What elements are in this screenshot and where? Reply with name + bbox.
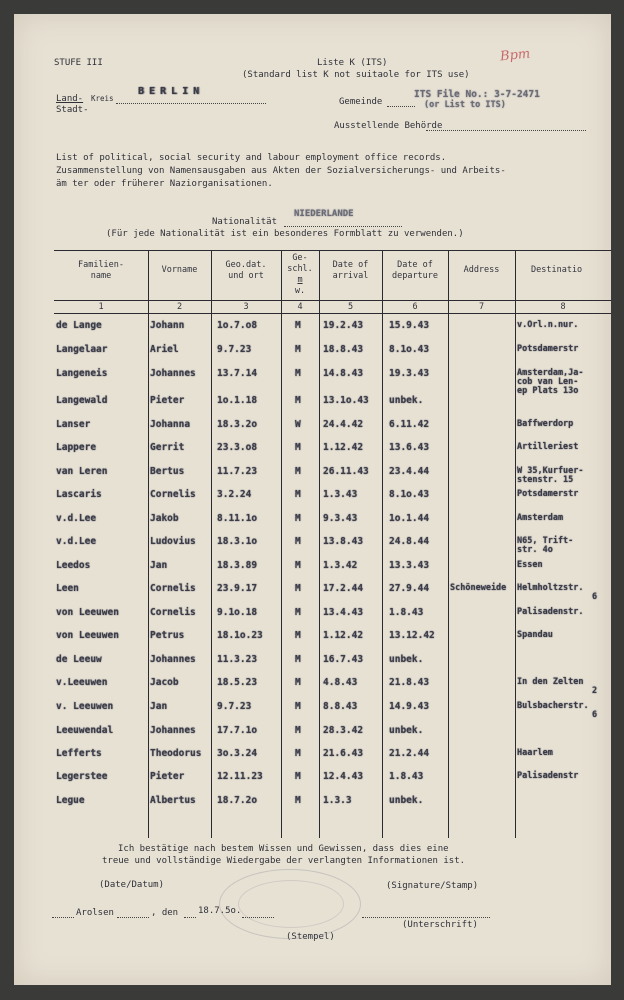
destination-cell: Spandau: [517, 630, 553, 640]
column-header: [281, 253, 319, 297]
signature-dotted-line: [362, 917, 490, 918]
firstname-cell: Pieter: [150, 771, 185, 782]
surname-cell: v.d.Lee: [56, 536, 97, 547]
gemeinde-dotted-line: [387, 106, 415, 107]
place-value: Arolsen: [76, 908, 114, 918]
surname-cell: Lanser: [56, 419, 91, 430]
surname-cell: Langewald: [56, 395, 108, 406]
sex-cell: M: [295, 701, 301, 712]
column-number: 6: [412, 302, 418, 312]
destination-cell: v.Orl.n.nur.: [517, 320, 579, 330]
destination-cell: N65, Trift-: [517, 536, 574, 546]
column-header-line: Date of: [397, 260, 433, 270]
birthdate-cell: 18.7.2o: [217, 795, 258, 806]
arrival-cell: 1.3.42: [323, 560, 358, 571]
arrival-cell: 28.3.42: [323, 725, 364, 736]
surname-cell: Lascaris: [56, 489, 102, 500]
departure-cell: 1o.1.44: [389, 513, 430, 524]
column-divider: [515, 250, 516, 838]
arrival-cell: 12.4.43: [323, 771, 364, 782]
firstname-cell: Ludovius: [150, 536, 196, 547]
firstname-cell: Petrus: [150, 630, 185, 641]
firstname-cell: Cornelis: [150, 489, 196, 500]
surname-cell: von Leeuwen: [56, 607, 119, 618]
departure-cell: 13.3.43: [389, 560, 430, 571]
firstname-cell: Theodorus: [150, 748, 202, 759]
column-divider: [382, 250, 383, 838]
destination-cell: Potsdamerstr: [517, 344, 579, 354]
column-number: 2: [176, 302, 183, 312]
destination-cell: Amsterdam: [517, 513, 564, 523]
departure-cell: unbek.: [389, 795, 424, 806]
arrival-cell: 13.1o.43: [323, 395, 369, 406]
departure-cell: 1.8.43: [389, 607, 424, 618]
firstname-cell: Cornelis: [150, 607, 196, 618]
surname-cell: v. Leeuwen: [56, 701, 114, 712]
destination-cell: stenstr. 15: [517, 475, 574, 485]
table-header-border: [54, 300, 611, 301]
departure-cell: 1.8.43: [389, 771, 424, 782]
sex-cell: M: [295, 795, 301, 806]
sex-cell: W: [295, 419, 301, 430]
city-value: BERLIN: [138, 86, 205, 97]
arrival-cell: 13.8.43: [323, 536, 364, 547]
departure-cell: 19.3.43: [389, 368, 430, 379]
surname-cell: Legue: [56, 795, 85, 806]
departure-cell: 21.8.43: [389, 677, 430, 688]
birthdate-cell: 11.7.23: [217, 466, 258, 477]
stadt-label: Stadt-: [56, 105, 89, 115]
date-label: (Date/Datum): [99, 880, 165, 890]
surname-cell: Legerstee: [56, 771, 108, 782]
destination-cell: cob van Len-: [517, 377, 579, 387]
departure-cell: unbek.: [389, 725, 424, 736]
firstname-cell: Bertus: [150, 466, 185, 477]
destination-cell: W 35,Kurfuer-: [517, 466, 584, 476]
destination-cell: Palisadenstr.: [517, 607, 584, 617]
column-header: [515, 265, 611, 276]
sex-cell: M: [295, 344, 301, 355]
place-dotted-left: [52, 917, 74, 918]
firstname-cell: Johannes: [150, 725, 196, 736]
column-number: 3: [243, 302, 249, 312]
firstname-cell: Albertus: [150, 795, 196, 806]
sex-cell: M: [295, 560, 301, 571]
faded-stamp: [219, 869, 361, 939]
destination-cell: ep Plats 13o: [517, 386, 579, 396]
departure-cell: 14.9.43: [389, 701, 430, 712]
sex-cell: M: [295, 513, 301, 524]
firstname-cell: Jacob: [150, 677, 179, 688]
sex-cell: M: [295, 466, 301, 477]
nationality-note: (Für jede Nationalität ist ein besonderes Formblatt zu verwenden.): [106, 229, 464, 239]
stempel-label: (Stempel): [286, 932, 335, 942]
destination-cell: Baffwerdorp: [517, 419, 574, 429]
declaration-line-2: treue und vollständige Wiedergabe der verlangten Informationen ist.: [102, 856, 466, 866]
nationality-value: NIEDERLANDE: [294, 209, 354, 219]
document-page: [14, 14, 611, 985]
sex-cell: M: [295, 442, 301, 453]
city-dotted-line: [116, 103, 266, 104]
table-number-border: [54, 313, 611, 314]
sex-cell: M: [295, 489, 301, 500]
address-cell: Schöneweide: [450, 583, 507, 593]
nationality-label: Nationalität: [212, 217, 278, 227]
surname-cell: de Lange: [56, 320, 102, 331]
birthdate-cell: 18.5.23: [217, 677, 258, 688]
destination-cell: Artilleriest: [517, 442, 579, 452]
sex-cell: M: [295, 395, 301, 406]
destination-cell: Essen: [517, 560, 543, 570]
den-label: , den: [151, 908, 179, 918]
sex-cell: M: [295, 725, 301, 736]
column-header-line: arrival: [332, 271, 369, 281]
firstname-cell: Johann: [150, 320, 185, 331]
column-header-line: Geo.dat.: [225, 260, 267, 270]
destination-cell: Palisadenstr: [517, 771, 579, 781]
column-header-line: Familien-: [77, 260, 125, 270]
departure-cell: 23.4.44: [389, 466, 430, 477]
arrival-cell: 13.4.43: [323, 607, 364, 618]
arrival-cell: 4.8.43: [323, 677, 358, 688]
arrival-cell: 19.2.43: [323, 320, 364, 331]
surname-cell: Leen: [56, 583, 79, 594]
column-divider: [148, 250, 149, 838]
column-header: [319, 260, 382, 282]
column-header-line: Date of: [332, 260, 369, 270]
surname-cell: Lefferts: [56, 748, 102, 759]
surname-cell: v.Leeuwen: [56, 677, 108, 688]
faded-stamp-inner-ring: [238, 880, 344, 928]
birthdate-cell: 17.7.1o: [217, 725, 258, 736]
departure-cell: 8.1o.43: [389, 489, 430, 500]
column-header-line: und ort: [228, 271, 264, 281]
sex-cell: M: [295, 630, 301, 641]
destination-cell: 6: [592, 592, 598, 602]
birthdate-cell: 9.7.23: [217, 701, 252, 712]
departure-cell: 6.11.42: [389, 419, 430, 430]
birthdate-cell: 18.3.1o: [217, 536, 258, 547]
column-header-line: Vorname: [161, 265, 198, 275]
surname-cell: v.d.Lee: [56, 513, 97, 524]
table-top-border: [54, 250, 611, 251]
sex-cell: M: [295, 654, 301, 665]
column-number: 8: [560, 302, 566, 312]
firstname-cell: Jan: [150, 560, 168, 571]
firstname-cell: Jan: [150, 701, 168, 712]
birthdate-cell: 12.11.23: [217, 771, 263, 782]
arrival-cell: 9.3.43: [323, 513, 358, 524]
departure-cell: 13.12.42: [389, 630, 435, 641]
surname-cell: von Leeuwen: [56, 630, 119, 641]
column-header-line: departure: [391, 271, 439, 281]
firstname-cell: Pieter: [150, 395, 185, 406]
column-number: 4: [297, 302, 303, 312]
intro-line-3: äm ter oder früherer Naziorganisationen.: [56, 179, 273, 189]
place-dotted-right: [117, 917, 149, 918]
firstname-cell: Johannes: [150, 368, 196, 379]
birthdate-cell: 9.1o.18: [217, 607, 258, 618]
sex-cell: M: [295, 748, 301, 759]
sex-cell: M: [295, 536, 301, 547]
departure-cell: 27.9.44: [389, 583, 430, 594]
departure-cell: 21.2.44: [389, 748, 430, 759]
its-file-subline: (or List to ITS): [424, 100, 506, 110]
firstname-cell: Johanna: [150, 419, 191, 430]
intro-line-2: Zusammenstellung von Namensausgaben aus Akten der Sozialversicherungs- und Arbeits-: [56, 166, 506, 176]
column-number: 5: [347, 302, 354, 312]
column-divider: [281, 250, 282, 838]
sex-cell: M: [295, 607, 301, 618]
arrival-cell: 21.6.43: [323, 748, 364, 759]
column-header-line: w.: [294, 286, 306, 296]
firstname-cell: Ariel: [150, 344, 179, 355]
birthdate-cell: 11.3.23: [217, 654, 258, 665]
firstname-cell: Johannes: [150, 654, 196, 665]
departure-cell: 24.8.44: [389, 536, 430, 547]
destination-cell: 2: [592, 686, 598, 696]
birthdate-cell: 23.9.17: [217, 583, 258, 594]
birthdate-cell: 1o.7.o8: [217, 320, 258, 331]
birthdate-cell: 3o.3.24: [217, 748, 258, 759]
unterschrift-label: (Unterschrift): [402, 920, 478, 930]
arrival-cell: 18.8.43: [323, 344, 364, 355]
column-divider: [319, 250, 320, 838]
sex-cell: M: [295, 677, 301, 688]
column-header: [148, 265, 211, 276]
arrival-cell: 14.8.43: [323, 368, 364, 379]
column-header-line: Destinatio: [531, 265, 583, 275]
destination-cell: str. 4o: [517, 545, 553, 555]
departure-cell: unbek.: [389, 654, 424, 665]
surname-cell: Leeuwendal: [56, 725, 114, 736]
surname-cell: Lappere: [56, 442, 97, 453]
column-divider: [448, 250, 449, 838]
destination-cell: Potsdamerstr: [517, 489, 579, 499]
land-label: Land-: [56, 94, 84, 104]
its-file-number: ITS File No.: 3-7-2471: [414, 89, 540, 100]
kreis-label: Kreis: [91, 94, 114, 103]
column-header-line: Ge-: [292, 253, 308, 263]
birthdate-cell: 18.3.2o: [217, 419, 258, 430]
column-header: [211, 260, 281, 282]
column-header-line: schl.: [287, 264, 313, 274]
surname-cell: Leedos: [56, 560, 91, 571]
date-dotted-left: [184, 917, 196, 918]
destination-cell: Haarlem: [517, 748, 553, 758]
surname-cell: van Leren: [56, 466, 108, 477]
liste-title: Liste K (ITS): [317, 58, 388, 68]
declaration-line-1: Ich bestätige nach bestem Wissen und Gewissen, dass dies eine: [118, 844, 449, 854]
column-header: [54, 260, 148, 282]
sex-cell: M: [295, 771, 301, 782]
firstname-cell: Cornelis: [150, 583, 196, 594]
surname-cell: Langeneis: [56, 368, 108, 379]
intro-line-1: List of political, social security and labour employment office records.: [56, 153, 447, 163]
destination-cell: Amsterdam,Ja-: [517, 368, 584, 378]
birthdate-cell: 3.2.24: [217, 489, 252, 500]
birthdate-cell: 13.7.14: [217, 368, 258, 379]
column-header-line: name: [90, 271, 112, 281]
column-header: [382, 260, 448, 282]
signature-label: (Signature/Stamp): [386, 881, 479, 891]
destination-cell: Helmholtzstr.: [517, 583, 584, 593]
sex-cell: M: [295, 320, 301, 331]
column-header-line: m: [297, 275, 303, 285]
column-number: 7: [478, 302, 485, 312]
departure-cell: unbek.: [389, 395, 424, 406]
nationality-dotted-line: [284, 226, 402, 227]
departure-cell: 8.1o.43: [389, 344, 430, 355]
gemeinde-label: Gemeinde: [339, 97, 383, 107]
destination-cell: 6: [592, 710, 598, 720]
arrival-cell: 16.7.43: [323, 654, 364, 665]
ausstellende-dotted-line: [426, 130, 586, 131]
birthdate-cell: 23.3.o8: [217, 442, 258, 453]
birthdate-cell: 18.3.89: [217, 560, 258, 571]
column-header: [448, 265, 515, 276]
sex-cell: M: [295, 583, 301, 594]
arrival-cell: 1.12.42: [323, 630, 364, 641]
birthdate-cell: 18.1o.23: [217, 630, 263, 641]
surname-cell: Langelaar: [56, 344, 108, 355]
arrival-cell: 26.11.43: [323, 466, 369, 477]
departure-cell: 13.6.43: [389, 442, 430, 453]
ausstellende-label: Ausstellende Behörde: [334, 121, 443, 131]
handwritten-mark: Bpm: [499, 46, 531, 65]
arrival-cell: 24.4.42: [323, 419, 364, 430]
arrival-cell: 1.3.3: [323, 795, 352, 806]
column-divider: [211, 250, 212, 838]
departure-cell: 15.9.43: [389, 320, 430, 331]
column-number: 1: [98, 302, 104, 312]
arrival-cell: 8.8.43: [323, 701, 358, 712]
surname-cell: de Leeuw: [56, 654, 102, 665]
date-value: 18.7.5o.: [198, 906, 242, 916]
destination-cell: In den Zelten: [517, 677, 584, 687]
stufe-label: STUFE III: [54, 58, 103, 68]
firstname-cell: Gerrit: [150, 442, 185, 453]
sex-cell: M: [295, 368, 301, 379]
arrival-cell: 17.2.44: [323, 583, 364, 594]
firstname-cell: Jakob: [150, 513, 179, 524]
column-header-line: Address: [463, 265, 500, 275]
birthdate-cell: 1o.1.18: [217, 395, 258, 406]
arrival-cell: 1.12.42: [323, 442, 364, 453]
destination-cell: Bulsbacherstr.: [517, 701, 589, 711]
birthdate-cell: 8.11.1o: [217, 513, 258, 524]
liste-subtitle: (Standard list K not suitaole for ITS use): [242, 70, 470, 80]
arrival-cell: 1.3.43: [323, 489, 358, 500]
birthdate-cell: 9.7.23: [217, 344, 252, 355]
